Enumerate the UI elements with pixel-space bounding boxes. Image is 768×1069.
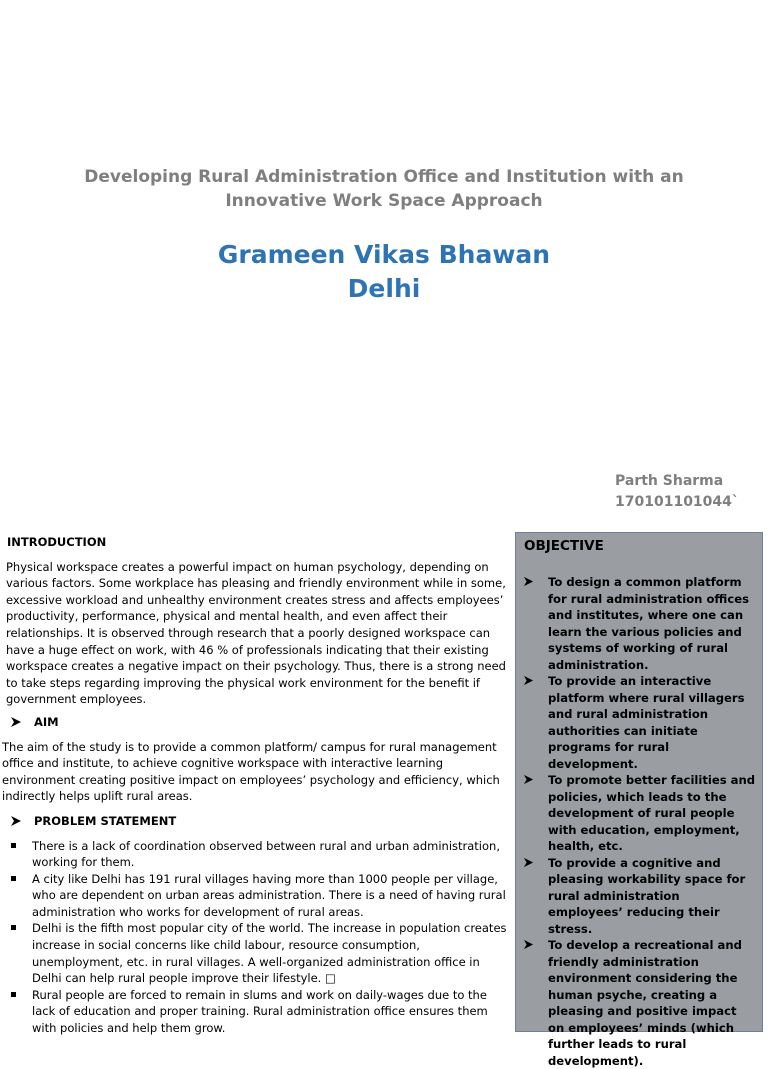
problem-item-text: Rural people are forced to remain in slums and work on daily-wages due to the lack of education and proper training. Rural administration office ensures them with policies and help them grow. (32, 987, 488, 1036)
objective-item-text: To design a common platform for rural administration offices and institutes, where one can learn the various policies and systems of working of rural administration. (548, 575, 749, 672)
arrow-bullet-icon (523, 675, 534, 686)
author-block (615, 471, 739, 513)
list-item (4, 871, 508, 921)
arrow-bullet-icon (10, 815, 22, 827)
square-bullet-icon (11, 876, 16, 881)
list-item (520, 937, 756, 1069)
author-id: 170101101044` (615, 494, 739, 510)
problem-item-text: There is a lack of coordination observed between rural and urban administration, working for them. (32, 838, 500, 870)
problem-heading-row (10, 813, 508, 830)
square-bullet-icon (11, 925, 16, 930)
list-item (4, 987, 508, 1037)
list-item (520, 673, 756, 772)
objective-item-text: To promote better facilities and policies, which leads to the development of rural people with education, employment, health, etc. (548, 773, 756, 853)
subtitle-line-2: Innovative Work Space Approach (225, 191, 543, 211)
arrow-bullet-icon (523, 939, 534, 950)
aim-heading: AIM (34, 714, 59, 729)
problem-item-text: Delhi is the fifth most popular city of the world. The increase in population creates increase in social concerns like child labour, resource consumption, unemployment, etc. in rural villages. A well-organized administration office in Delhi can help rural people improve their lifestyle. □ (32, 921, 507, 986)
square-bullet-icon (11, 843, 16, 848)
objective-item-text: To provide an interactive platform where rural villagers and rural administration authorities can initiate programs for rural development. (548, 674, 745, 771)
subtitle-line-1: Developing Rural Administration Office and Institution with an (84, 167, 684, 187)
aim-heading-row (10, 714, 508, 731)
problem-heading: PROBLEM STATEMENT (34, 813, 177, 828)
list-item (4, 920, 508, 986)
objective-item-text: To provide a cognitive and pleasing workability space for rural administration employees’ reducing their stress. (548, 855, 746, 936)
problem-item-text: A city like Delhi has 191 rural villages having more than 1000 people per village, who are dependent on urban areas administration. There is a need of having rural administration who works for development of rural areas. (32, 871, 506, 919)
introduction-heading: INTRODUCTION (7, 535, 107, 549)
author-name: Parth Sharma (615, 473, 724, 489)
objective-box (515, 532, 763, 1068)
arrow-bullet-icon (523, 576, 534, 587)
document-subtitle (0, 165, 768, 213)
objective-heading: OBJECTIVE (524, 538, 604, 554)
list-item (520, 772, 756, 855)
arrow-bullet-icon (523, 774, 534, 785)
introduction-text: Physical workspace creates a powerful impact on human psychology, depending on various factors. Some workplace has pleasing and friendly environment while in some, excessive workload and unhealthy environment creates stress and affects employees’ productivity, performance, physical and mental health, and even affect their relationships. It is observed through research that a poorly designed workspace can have a huge effect on work, with 46 % of professionals indicating that their existing workspace creates a negative impact on their psychology. Thus, there is a strong need to take steps regarding improving the physical work environment for the benefit if government employees. (6, 559, 506, 707)
title-line-2: Delhi (347, 274, 421, 303)
arrow-bullet-icon (523, 857, 534, 868)
problem-list (4, 838, 508, 1037)
square-bullet-icon (11, 992, 16, 997)
list-item (520, 855, 756, 938)
aim-text: The aim of the study is to provide a common platform/ campus for rural management office and institute, to achieve cognitive workspace with interactive learning environment creating positive impact on employees’ psychology and efficiency, which indirectly helps uplift rural areas. (2, 739, 500, 804)
title-line-1: Grameen Vikas Bhawan (217, 240, 551, 269)
document-title (0, 238, 768, 306)
arrow-bullet-icon (10, 716, 22, 728)
list-item (4, 838, 508, 871)
list-item (520, 574, 756, 673)
left-column (4, 534, 508, 1037)
objective-item-text: To develop a recreational and friendly administration environment considering the human psyche, creating a pleasing and positive impact on employees’ minds (which further leads to rural development). (548, 938, 742, 1068)
objective-list (520, 574, 756, 1069)
